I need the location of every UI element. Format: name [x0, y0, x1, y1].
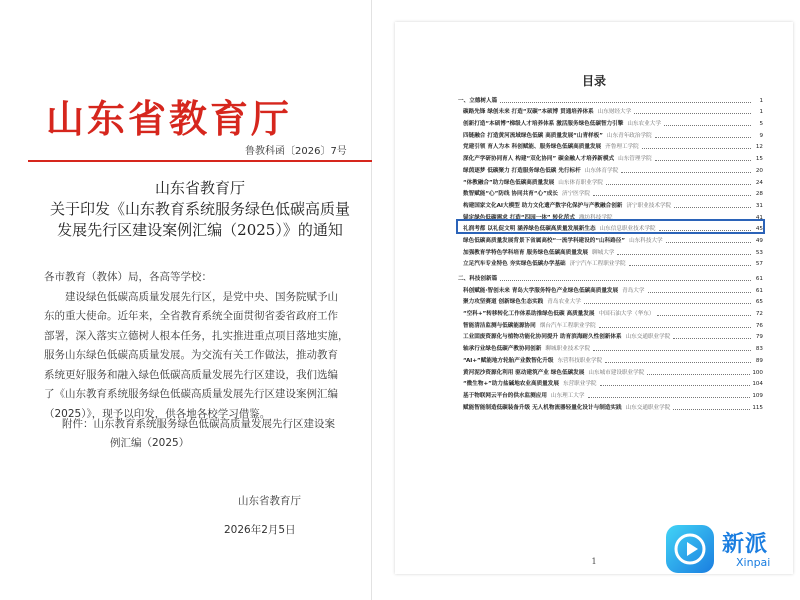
- toc-leader-dots: [673, 409, 750, 410]
- toc-entry-title: 智能清洁监测与低碳能源协同: [463, 322, 536, 329]
- document-number: 鲁教科函〔2026〕7号: [245, 146, 347, 157]
- toc-page-number: 61: [755, 287, 763, 294]
- toc-page-number: 76: [755, 322, 763, 329]
- toc-entry[interactable]: [458, 317, 763, 329]
- toc-page-number: 49: [755, 237, 763, 244]
- toc-leader-dots: [655, 137, 751, 138]
- toc-page-number: 57: [755, 261, 763, 268]
- toc-entry[interactable]: [458, 305, 763, 317]
- toc-entry-title: “微生物+”助力盐碱地农业高质量发展: [463, 381, 559, 388]
- toc-leader-dots: [584, 303, 751, 304]
- toc-page-number: 115: [752, 404, 763, 411]
- toc-entry-title: 加强教育学特色学科培育 服务绿色低碳高质量发展: [463, 249, 589, 256]
- toc-entry[interactable]: [458, 174, 763, 186]
- toc-entry[interactable]: [458, 340, 763, 352]
- toc-entry-title: 四链融合 打造黄河流域绿色低碳 高质量发展“山青样板”: [463, 132, 603, 139]
- toc-entry[interactable]: [458, 329, 763, 341]
- toc-entry[interactable]: [458, 232, 763, 244]
- toc-leader-dots: [600, 385, 751, 386]
- masthead-title: 山东省教育厅: [46, 96, 293, 141]
- toc-leader-dots: [617, 254, 751, 255]
- watermark-sub: Xinpai: [736, 556, 771, 569]
- toc-entry[interactable]: [458, 127, 763, 139]
- toc-page-number: 15: [755, 156, 763, 163]
- toc-leader-dots: [673, 338, 751, 339]
- sign-date: 2026年2月5日: [224, 524, 296, 536]
- toc-entry-institution: 青岛农业大学: [547, 299, 581, 306]
- toc-leader-dots: [500, 280, 751, 281]
- toc-page-number: 41: [755, 214, 763, 221]
- toc-page-number: 31: [755, 202, 763, 209]
- toc-entry-title: 科创赋能·智创未来 青岛大学服务特色产业绿色低碳高质量发展: [463, 287, 619, 294]
- toc-entry[interactable]: [458, 221, 763, 233]
- toc-entry-title: 党建引领 育人为本 科创赋能、服务绿色低碳高质量发展: [463, 144, 602, 151]
- toc-page-number: 45: [755, 226, 763, 233]
- attachment-label: 附件：山东教育系统服务绿色低碳高质量发展先行区建设案: [62, 418, 335, 430]
- toc-leader-dots: [657, 315, 751, 316]
- toc-entry[interactable]: [458, 104, 763, 116]
- toc-entry[interactable]: [458, 387, 763, 399]
- toc-leader-dots: [616, 219, 751, 220]
- toc-entry-title: 构建国家文化AI大模型 助力文化遗产数字化保护与产教融合创新: [463, 202, 623, 209]
- toc-page-number: 72: [755, 311, 763, 318]
- toc-leader-dots: [664, 125, 751, 126]
- toc-entry[interactable]: [458, 197, 763, 209]
- toc-page-number: 83: [755, 346, 763, 353]
- red-divider: [28, 160, 372, 162]
- toc-entry-institution: 青岛大学: [622, 287, 645, 294]
- toc-entry[interactable]: [458, 162, 763, 174]
- toc-leader-dots: [659, 230, 751, 231]
- toc-page-number: 61: [755, 276, 763, 282]
- toc-entry-title: “空科+”转移转化工作体系助推绿色低碳 高质量发展: [463, 311, 595, 318]
- toc-entry-title: 一、立德树人篇: [458, 97, 498, 104]
- toc-entry-institution: 烟台汽车工程职业学院: [539, 322, 596, 329]
- toc-entry-institution: 山东青年政治学院: [606, 132, 652, 139]
- toc-entry-institution: 山东城市建设职业学院: [588, 369, 645, 376]
- toc-section[interactable]: [458, 270, 763, 282]
- toc-entry-institution: 聊城大学: [592, 249, 615, 256]
- toc-title: 目录: [581, 74, 606, 88]
- toc-entry-title: 二、科技创新篇: [458, 276, 498, 282]
- toc-section[interactable]: [458, 92, 763, 104]
- toc-entry-title: 数智赋能“心”防线 协同共育“心”成长: [463, 191, 558, 198]
- toc-entry-institution: 东营职业学院: [562, 381, 597, 388]
- body-line: 了《山东教育系统服务绿色低碳高质量发展先行区建设案例汇编: [44, 388, 338, 400]
- toc-leader-dots: [593, 350, 751, 351]
- toc-entry-institution: 山东体育学院: [584, 167, 619, 174]
- toc-leader-dots: [599, 327, 751, 328]
- toc-entry[interactable]: [458, 186, 763, 198]
- title-line: 山东省教育厅: [154, 179, 245, 197]
- xinpai-logo-icon: [666, 525, 714, 573]
- toc-page-number: 53: [755, 249, 763, 256]
- toc-entry-title: 绿茵逐梦 低碳聚力 打造服务绿色低碳 先行标杆: [463, 167, 581, 174]
- body-line: 部署，深入落实立德树人根本任务，扎实推进重点项目落地实施，: [44, 329, 349, 342]
- toc-page-number: 89: [755, 357, 763, 364]
- toc-entry-institution: 山东财经大学: [597, 109, 632, 116]
- toc-entry-institution: 济宁汽车工程职业学院: [569, 261, 626, 268]
- toc-page-number: 109: [752, 392, 763, 399]
- toc-page-number: 1: [759, 109, 763, 116]
- signer: 山东省教育厅: [238, 495, 301, 507]
- toc-page-number: 5: [759, 121, 763, 128]
- toc-entry-institution: 山东体育职业学院: [558, 179, 604, 186]
- watermark-brand: 新派: [722, 532, 769, 557]
- toc-entry-title: 赋能智能制造低碳装备升级 无人机物流器轻量化设计与制造实践: [463, 404, 622, 411]
- toc-entry[interactable]: [458, 376, 763, 388]
- toc-entry-institution: 东营科技职业学院: [557, 357, 603, 364]
- toc-entry-institution: 聊城职业技术学院: [545, 346, 591, 353]
- toc-page-number: 104: [752, 381, 763, 388]
- page-number: 1: [591, 557, 597, 566]
- toc-entry-title: 工业固废资源化与植物功能化协同提升 助育滨海耐久性创新体系: [463, 334, 622, 341]
- body-line: 建设绿色低碳高质量发展先行区，是党中央、国务院赋予山: [65, 290, 338, 303]
- toc-leader-dots: [642, 148, 751, 149]
- toc-entry-title: 深化产学研协同育人 构建“双化协同” 碳金融人才培养新模式: [463, 156, 615, 163]
- toc-entry-institution: 山东信息职业技术学院: [599, 226, 656, 233]
- toc-entry[interactable]: [458, 294, 763, 306]
- toc-entry-title: “AI+”赋能地方轮胎产业数智化升级: [463, 357, 554, 364]
- toc-entry[interactable]: [458, 364, 763, 376]
- toc-leader-dots: [648, 292, 752, 293]
- title-line: 发展先行区建设案例汇编（2025）》的通知: [57, 221, 343, 239]
- toc-entry-title: 碳路先锋 绿创未来 打造“双碳”本硕博 贯通培养体系: [463, 109, 594, 116]
- toc-entry[interactable]: [458, 139, 763, 151]
- toc-entry-institution: 山东农业大学: [627, 121, 661, 128]
- toc-entry-title: 礼润考都 以礼促文明 涵养绿色低碳高质量发展新生态: [463, 226, 596, 233]
- toc-entry[interactable]: [458, 115, 763, 127]
- toc-entry-institution: 山东交通职业学院: [625, 334, 671, 341]
- toc-entry-institution: 齐鲁理工学院: [605, 144, 639, 151]
- body-line: （2025）》，现予以印发，供各地各校学习借鉴。: [44, 407, 271, 420]
- toc-leader-dots: [588, 397, 751, 398]
- toc-entry[interactable]: [458, 150, 763, 162]
- toc-entry-title: 基于物联网云平台的供水监测应用: [463, 392, 547, 399]
- notice-body: [44, 268, 364, 424]
- toc-entry-title: “体教融合”助力绿色低碳高质量发展: [463, 179, 555, 186]
- toc-leader-dots: [655, 160, 751, 161]
- greeting: 各市教育（教体）局，各高等学校：: [44, 271, 212, 283]
- toc-entry-title: 聚力攻坚赛道 创新绿色生态实践: [463, 299, 544, 306]
- toc-leader-dots: [605, 362, 751, 363]
- toc-page: [395, 22, 793, 574]
- toc-leader-dots: [500, 102, 751, 103]
- toc-entry-title: 绿色低碳高质量发展背景下省属高校“一流学科建设的“山科路径”: [463, 237, 626, 244]
- toc-list: [458, 92, 763, 411]
- title-line: 关于印发《山东教育系统服务绿色低碳高质量: [49, 200, 350, 218]
- toc-leader-dots: [634, 113, 751, 114]
- toc-page-number: 79: [755, 334, 763, 341]
- toc-leader-dots: [647, 374, 750, 375]
- toc-entry-institution: 济宁职业技术学院: [626, 202, 672, 209]
- toc-entry-title: 立足汽车专业特色 夯实绿色低碳办学基础: [463, 261, 566, 268]
- toc-page-number: 9: [759, 132, 763, 139]
- toc-entry[interactable]: [458, 209, 763, 221]
- toc-page-number: 65: [755, 299, 763, 306]
- attachment-continuation: 例汇编（2025）: [110, 437, 190, 449]
- toc-entry-institution: 济宁医学院: [561, 191, 590, 198]
- toc-leader-dots: [621, 172, 751, 173]
- notice-title: [40, 178, 360, 241]
- toc-entry-institution: 山东科技大学: [629, 237, 663, 244]
- body-line: 服务山东绿色低碳高质量发展。为交流有关工作做法，推动教育: [44, 349, 338, 361]
- toc-entry-institution: 山东管理学院: [618, 156, 652, 163]
- toc-entry-title: 轴承行业绿色低碳产教协同创新: [463, 346, 542, 353]
- toc-entry[interactable]: [458, 282, 763, 294]
- toc-entry[interactable]: [458, 244, 763, 256]
- toc-leader-dots: [674, 207, 751, 208]
- toc-page-number: 20: [755, 167, 763, 174]
- toc-entry[interactable]: [458, 352, 763, 364]
- toc-entry-institution: 潍坊科技学院: [578, 214, 613, 221]
- toc-entry-title: 黄河泥沙资源化利用 驱动建筑产业 绿色低碳发展: [463, 369, 585, 376]
- toc-entry-institution: 中国石油大学（华东）: [598, 311, 655, 318]
- attachment-note: [62, 415, 362, 453]
- xinpai-watermark: [666, 525, 796, 575]
- notice-page: [0, 0, 372, 600]
- toc-page-number: 28: [755, 191, 763, 198]
- toc-page-number: 1: [759, 97, 763, 104]
- toc-entry-title: 创新打造“本硕博”梯级人才培养体系 激活服务绿色低碳智力引擎: [463, 121, 624, 128]
- body-line: 系统更好服务和融入绿色低碳高质量发展先行区建设，我们选编: [44, 368, 338, 381]
- toc-page-number: 100: [752, 369, 763, 376]
- toc-entry-institution: 山东交通职业学院: [625, 404, 671, 411]
- toc-entry[interactable]: [458, 256, 763, 268]
- toc-entry-institution: 山东理工大学: [550, 392, 585, 399]
- body-line: 东的重大使命。近年来，全省教育系统全面贯彻省委省政府工作: [44, 310, 338, 322]
- toc-leader-dots: [593, 195, 751, 196]
- toc-leader-dots: [666, 242, 751, 243]
- toc-leader-dots: [606, 184, 751, 185]
- toc-page-number: 24: [755, 179, 763, 186]
- toc-entry-title: 锚定绿色低碳需求 打造“四园一体” 转化范式: [463, 214, 575, 221]
- toc-page-number: 12: [755, 144, 763, 151]
- toc-leader-dots: [629, 265, 751, 266]
- toc-entry[interactable]: [458, 399, 763, 411]
